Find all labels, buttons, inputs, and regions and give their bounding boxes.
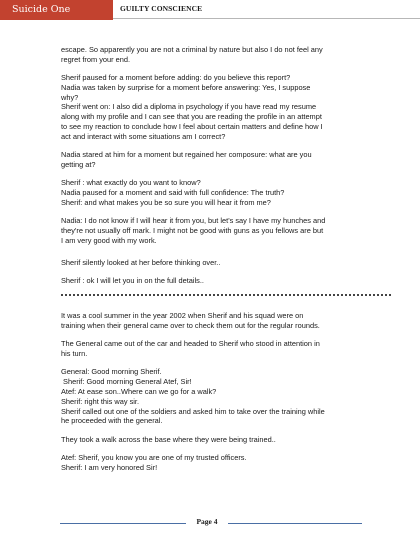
text-line: to see my reaction to conclude how I feel about certain matters and define how I: [61, 122, 323, 132]
text-line: I am very good with my work.: [61, 235, 157, 245]
paragraph: [61, 276, 389, 286]
text-line: Nadia stared at him for a moment but regained her composure: what are you: [61, 150, 312, 160]
paragraph: [61, 367, 389, 426]
text-line: Sherif : ok I will let you in on the full details..: [61, 275, 204, 285]
footer-rule-right: [228, 523, 362, 524]
paragraph: [61, 453, 389, 473]
text-line: Atef: At ease son..Where can we go for a walk?: [61, 386, 217, 396]
paragraph: [61, 216, 389, 245]
text-line: along with my profile and I can see that you are reading the profile in an attempt: [61, 112, 322, 122]
page-number: Page 4: [196, 517, 218, 526]
text-line: Atef: Sherif, you know you are one of my trusted officers.: [61, 452, 247, 462]
paragraph: [61, 435, 389, 445]
text-line: why?: [61, 92, 79, 102]
text-line: Sherif paused for a moment before adding: do you believe this report?: [61, 73, 291, 83]
paragraph: [61, 73, 389, 142]
text-line: Sherif : what exactly do you want to know?: [61, 178, 201, 188]
paragraph: [61, 258, 389, 268]
text-line: act and interact with some situations am I correct?: [61, 131, 226, 141]
text-line: They took a walk across the base where they were being trained..: [61, 434, 276, 444]
text-line: It was a cool summer in the year 2002 when Sherif and his squad were on: [61, 311, 304, 321]
text-line: Sherif went on: I also did a diploma in psychology if you have read my resume: [61, 102, 317, 112]
paragraph: [61, 311, 389, 331]
text-line: Sherif silently looked at her before thinking over..: [61, 257, 221, 267]
page-header: [0, 0, 420, 20]
text-line: they're not usually off mark. I might not be good with guns as you fellows are but: [61, 225, 324, 235]
text-line: Sherif: Good morning General Atef, Sir!: [61, 377, 192, 387]
footer-rule-left: [60, 523, 186, 524]
text-line: Nadia paused for a moment and said with full confidence: The truth?: [61, 188, 285, 198]
header-rule: [113, 18, 420, 19]
page-body: [61, 45, 389, 481]
text-line: Sherif called out one of the soldiers and asked him to take over the training while: [61, 406, 325, 416]
text-line: The General came out of the car and headed to Sherif who stood in attention in: [61, 339, 320, 349]
text-line: his turn.: [61, 349, 88, 359]
paragraph: [61, 150, 389, 170]
text-line: training when their general came over to check them out for the regular rounds.: [61, 320, 320, 330]
paragraph: [61, 178, 389, 207]
book-title: Suicide One: [0, 0, 113, 20]
text-line: getting at?: [61, 159, 96, 169]
text-line: General: Good morning Sherif.: [61, 367, 162, 377]
text-line: escape. So apparently you are not a criminal by nature but also I do not feel any: [61, 45, 323, 54]
section-divider: [61, 294, 391, 296]
text-line: Nadia was taken by surprise for a moment before answering: Yes, I suppose: [61, 82, 311, 92]
text-line: Sherif: and what makes you be so sure you will hear it from me?: [61, 197, 271, 207]
text-line: Sherif: I am very honored Sir!: [61, 462, 158, 472]
paragraph: [61, 339, 389, 359]
text-line: Sherif: right this way sir.: [61, 396, 140, 406]
chapter-title: GUILTY CONSCIENCE: [120, 4, 203, 13]
paragraph: [61, 45, 389, 65]
text-line: he proceeded with the general.: [61, 416, 163, 426]
text-line: regret from your end.: [61, 54, 131, 64]
text-line: Nadia: I do not know if I will hear it from you, but let's say I have my hunches and: [61, 216, 326, 226]
